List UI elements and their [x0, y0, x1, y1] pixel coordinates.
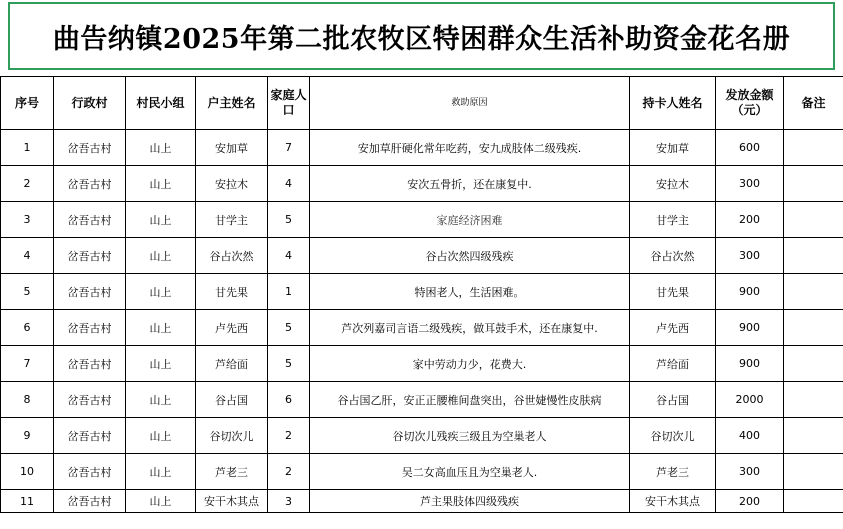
cell-group: 山上 [126, 238, 196, 274]
cell-reason: 安加草肝硬化常年吃药，安九成肢体二级残疾. [310, 130, 630, 166]
cell-reason: 吴二女高血压且为空巢老人. [310, 454, 630, 490]
cell-members: 5 [268, 202, 310, 238]
table-row [1, 202, 843, 238]
cell-note [784, 418, 843, 454]
cell-group: 山上 [126, 454, 196, 490]
cell-amount: 400 [716, 418, 784, 454]
header-note: 备注 [784, 77, 843, 130]
cell-note [784, 490, 843, 513]
cell-seq: 4 [1, 238, 54, 274]
table-row [1, 346, 843, 382]
cell-amount: 300 [716, 454, 784, 490]
header-village: 行政村 [54, 77, 126, 130]
cell-village: 岔吾古村 [54, 130, 126, 166]
cell-village: 岔吾古村 [54, 346, 126, 382]
cell-members: 7 [268, 130, 310, 166]
cell-seq: 10 [1, 454, 54, 490]
cell-holder: 谷占次然 [630, 238, 716, 274]
cell-holder: 甘先果 [630, 274, 716, 310]
title-box [8, 2, 835, 70]
cell-reason: 特困老人，生活困难。 [310, 274, 630, 310]
cell-head: 芦老三 [196, 454, 268, 490]
cell-village: 岔吾古村 [54, 490, 126, 513]
table-row [1, 274, 843, 310]
cell-village: 岔吾古村 [54, 418, 126, 454]
cell-head: 甘先果 [196, 274, 268, 310]
cell-village: 岔吾古村 [54, 166, 126, 202]
cell-head: 安拉木 [196, 166, 268, 202]
cell-group: 山上 [126, 490, 196, 513]
cell-head: 芦给面 [196, 346, 268, 382]
cell-village: 岔吾古村 [54, 454, 126, 490]
cell-seq: 1 [1, 130, 54, 166]
cell-group: 山上 [126, 274, 196, 310]
cell-group: 山上 [126, 202, 196, 238]
cell-reason: 安次五骨折，还在康复中. [310, 166, 630, 202]
cell-note [784, 454, 843, 490]
cell-reason: 谷切次儿残疾三级且为空巢老人 [310, 418, 630, 454]
table-row [1, 130, 843, 166]
cell-seq: 7 [1, 346, 54, 382]
cell-members: 1 [268, 274, 310, 310]
cell-holder: 芦老三 [630, 454, 716, 490]
cell-holder: 安干木其点 [630, 490, 716, 513]
cell-amount: 300 [716, 238, 784, 274]
cell-note [784, 274, 843, 310]
header-members: 家庭人口 [268, 77, 310, 130]
cell-note [784, 310, 843, 346]
cell-note [784, 202, 843, 238]
cell-seq: 5 [1, 274, 54, 310]
cell-holder: 谷切次儿 [630, 418, 716, 454]
cell-amount: 900 [716, 310, 784, 346]
header-head: 户主姓名 [196, 77, 268, 130]
cell-village: 岔吾古村 [54, 202, 126, 238]
cell-note [784, 130, 843, 166]
cell-amount: 2000 [716, 382, 784, 418]
cell-reason: 芦次列嘉司言语二级残疾，做耳鼓手术，还在康复中. [310, 310, 630, 346]
header-holder: 持卡人姓名 [630, 77, 716, 130]
cell-holder: 安加草 [630, 130, 716, 166]
cell-seq: 2 [1, 166, 54, 202]
cell-holder: 安拉木 [630, 166, 716, 202]
cell-head: 谷占国 [196, 382, 268, 418]
cell-members: 2 [268, 418, 310, 454]
cell-seq: 3 [1, 202, 54, 238]
cell-seq: 6 [1, 310, 54, 346]
table-row [1, 490, 843, 513]
header-row [1, 77, 843, 130]
cell-group: 山上 [126, 418, 196, 454]
cell-group: 山上 [126, 346, 196, 382]
cell-seq: 8 [1, 382, 54, 418]
cell-village: 岔吾古村 [54, 382, 126, 418]
table-row [1, 418, 843, 454]
cell-reason: 芦主果肢体四级残疾 [310, 490, 630, 513]
cell-members: 6 [268, 382, 310, 418]
table-row [1, 454, 843, 490]
cell-members: 4 [268, 166, 310, 202]
cell-amount: 200 [716, 490, 784, 513]
cell-holder: 卢先西 [630, 310, 716, 346]
cell-reason: 谷占次然四级残疾 [310, 238, 630, 274]
cell-holder: 谷占国 [630, 382, 716, 418]
cell-reason: 家中劳动力少，花费大. [310, 346, 630, 382]
cell-head: 安干木其点 [196, 490, 268, 513]
cell-village: 岔吾古村 [54, 274, 126, 310]
cell-members: 2 [268, 454, 310, 490]
cell-holder: 芦给面 [630, 346, 716, 382]
cell-amount: 300 [716, 166, 784, 202]
header-reason: 救助原因 [310, 77, 630, 130]
cell-note [784, 346, 843, 382]
cell-group: 山上 [126, 382, 196, 418]
cell-head: 安加草 [196, 130, 268, 166]
cell-reason: 谷占国乙肝，安正正腰椎间盘突出，谷世婕慢性皮肤病 [310, 382, 630, 418]
cell-note [784, 238, 843, 274]
cell-head: 甘学主 [196, 202, 268, 238]
cell-note [784, 166, 843, 202]
roster-table [0, 76, 843, 513]
cell-members: 4 [268, 238, 310, 274]
cell-amount: 200 [716, 202, 784, 238]
cell-head: 谷切次儿 [196, 418, 268, 454]
cell-group: 山上 [126, 130, 196, 166]
header-amount: 发放金额（元） [716, 77, 784, 130]
cell-amount: 900 [716, 274, 784, 310]
cell-members: 5 [268, 346, 310, 382]
cell-head: 卢先西 [196, 310, 268, 346]
cell-head: 谷占次然 [196, 238, 268, 274]
cell-group: 山上 [126, 166, 196, 202]
header-seq: 序号 [1, 77, 54, 130]
cell-reason: 家庭经济困难 [310, 202, 630, 238]
cell-amount: 900 [716, 346, 784, 382]
table-row [1, 238, 843, 274]
cell-seq: 9 [1, 418, 54, 454]
cell-group: 山上 [126, 310, 196, 346]
cell-village: 岔吾古村 [54, 310, 126, 346]
header-group: 村民小组 [126, 77, 196, 130]
cell-members: 5 [268, 310, 310, 346]
document-title: 曲告纳镇2025年第二批农牧区特困群众生活补助资金花名册 [52, 23, 791, 55]
cell-holder: 甘学主 [630, 202, 716, 238]
cell-members: 3 [268, 490, 310, 513]
cell-village: 岔吾古村 [54, 238, 126, 274]
table-row [1, 166, 843, 202]
cell-seq: 11 [1, 490, 54, 513]
cell-amount: 600 [716, 130, 784, 166]
table-row [1, 310, 843, 346]
table-row [1, 382, 843, 418]
cell-note [784, 382, 843, 418]
